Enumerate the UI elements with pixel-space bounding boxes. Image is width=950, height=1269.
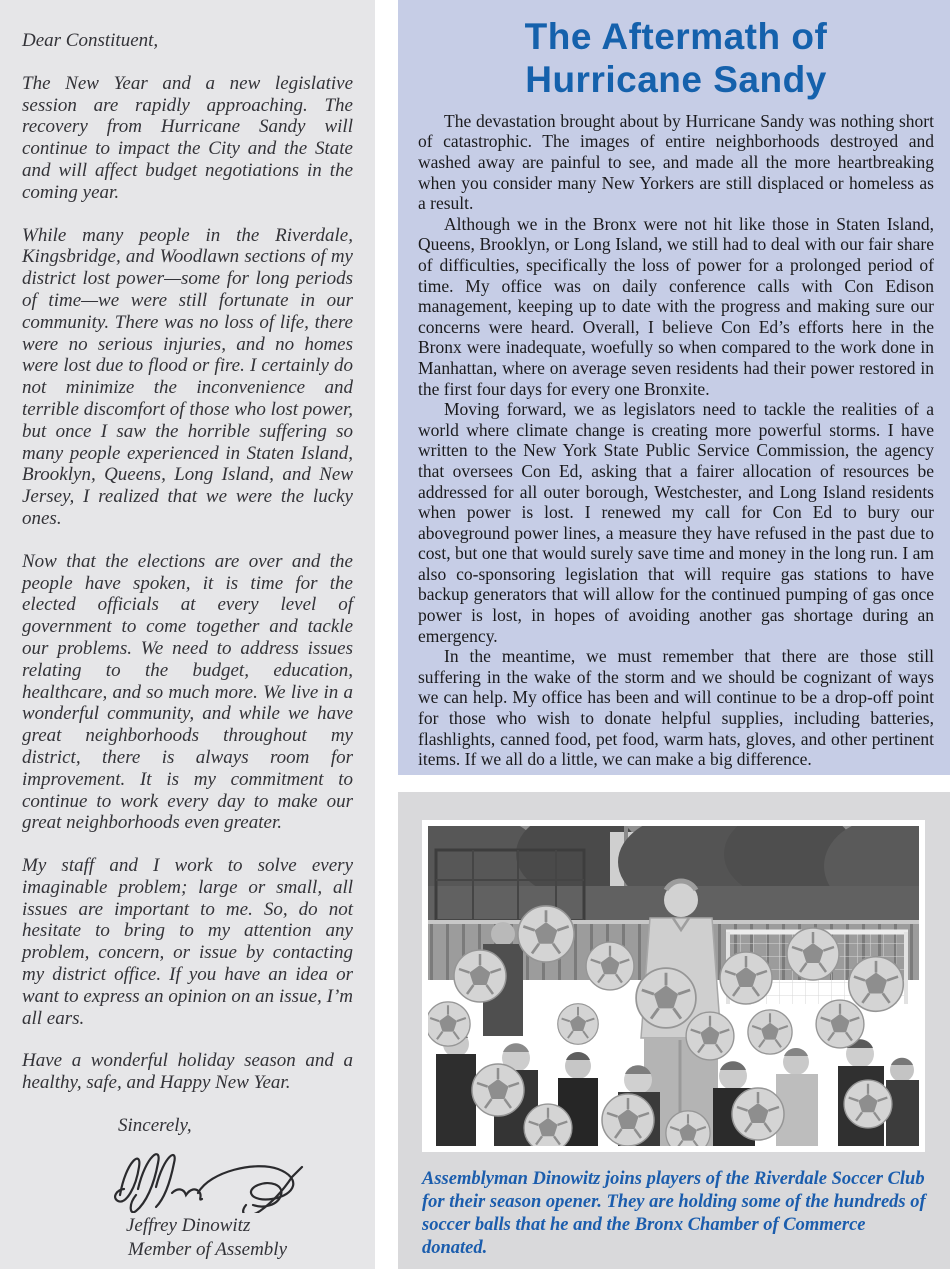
letter-paragraph: The New Year and a new legislative session are rapidly approaching. The recovery from Hurricane Sandy will continue to impact the City and the State and will affect budget negotiations in the coming year. — [22, 72, 353, 203]
signature-name: Jeffrey Dinowitz — [126, 1214, 251, 1236]
article-paragraph: Although we in the Bronx were not hit like those in Staten Island, Queens, Brooklyn, or Long Island, we still had to deal with our fair share of difficulties, specifically the loss of power for a prolonged period of time. My office was on daily conference calls with Con Edison management, keeping up to date with the progress and making sure our concerns were heard. Overall, I believe Con Ed’s efforts here in the Bronx were inadequate, woefully so when compared to the work done in Manhattan, where on average seven residents had their power restored in the first four days for every one Bronxite. — [418, 213, 934, 399]
letter-paragraph: Now that the elections are over and the people have spoken, it is time for the elected officials at every level of government to come together and tackle our problems. We need to address issues relating to the budget, education, healthcare, and so much more. We live in a wonderful community, and while we have great neighborhoods throughout my district, there is always room for improvement. It is my commitment to continue to work every day to make our great neighborhoods even greater. — [22, 550, 353, 834]
article-title: The Aftermath of Hurricane Sandy — [524, 16, 828, 100]
letter-paragraph: Have a wonderful holiday season and a healthy, safe, and Happy New Year. — [22, 1050, 353, 1094]
article-paragraph: The devastation brought about by Hurricane Sandy was nothing short of catastrophic. The images of entire neighborhoods destroyed and washed away are painful to see, and made all the more heartbreaking when you consider many New Yorkers are still displaced or homeless as a result. — [418, 110, 934, 214]
letter-closing: Sincerely, — [118, 1115, 192, 1137]
letter-paragraph: My staff and I work to solve every imaginable problem; large or small, all issues are important to me. So, do not hesitate to bring to my attention any problem, concern, or issue by contacting my district office. If you have an idea or want to express an opinion on an issue, I’m all ears. — [22, 855, 353, 1029]
constituent-letter-panel — [0, 0, 375, 1269]
article-paragraph: In the meantime, we must remember that there are those still suffering in the wake of the storm and we should be cognizant of ways we can help. My office has been and will continue to be a drop-off point for those who wish to donate helpful supplies, including batteries, flashlights, canned food, pet food, warm hats, gloves, and other pertinent items. If we all do a little, we can make a big difference. — [418, 646, 934, 770]
article-paragraph: Moving forward, we as legislators need to tackle the realities of a world where climate change is creating more powerful storms. I have written to the New York State Public Service Commission, the agency that oversees Con Ed, asking that a fairer allocation of resources be addressed for all outer borough, Westchester, and Long Island residents when power is lost. I renewed my call for Con Ed to bury our aboveground power lines, a measure they have refused in the past due to cost, but one that would surely save time and money in the long run. I am also co-sponsoring legislation that will require gas stations to have backup generators that will allow for the continued pumping of gas once power is lost, in hopes of avoiding another gas shortage during an emergency. — [418, 399, 934, 646]
signature-title: Member of Assembly — [128, 1238, 288, 1260]
hurricane-sandy-article — [398, 0, 950, 775]
photo-section — [398, 792, 950, 1269]
letter-salutation: Dear Constituent, — [22, 30, 159, 51]
letter-paragraph: While many people in the Riverdale, Kingsbridge, and Woodlawn sections of my district lost power—some for long periods of time—we were still fortunate in our community. There was no loss of life, there were no serious injuries, and no homes were lost due to flood or fire. I certainly do not minimize the inconvenience and terrible discomfort of those who lost power, but once I saw the horrible suffering so many people experienced in Staten Island, Brooklyn, Queens, Long Island, and New Jersey, I realized that we were the lucky ones. — [22, 224, 353, 529]
signature-image — [106, 1143, 353, 1213]
soccer-photo — [422, 820, 925, 1152]
photo-caption: Assemblyman Dinowitz joins players of the Riverdale Soccer Club for their season opener. They are holding some of the hundreds of soccer balls that he and the Bronx Chamber of Commerce donated. — [422, 1169, 926, 1258]
